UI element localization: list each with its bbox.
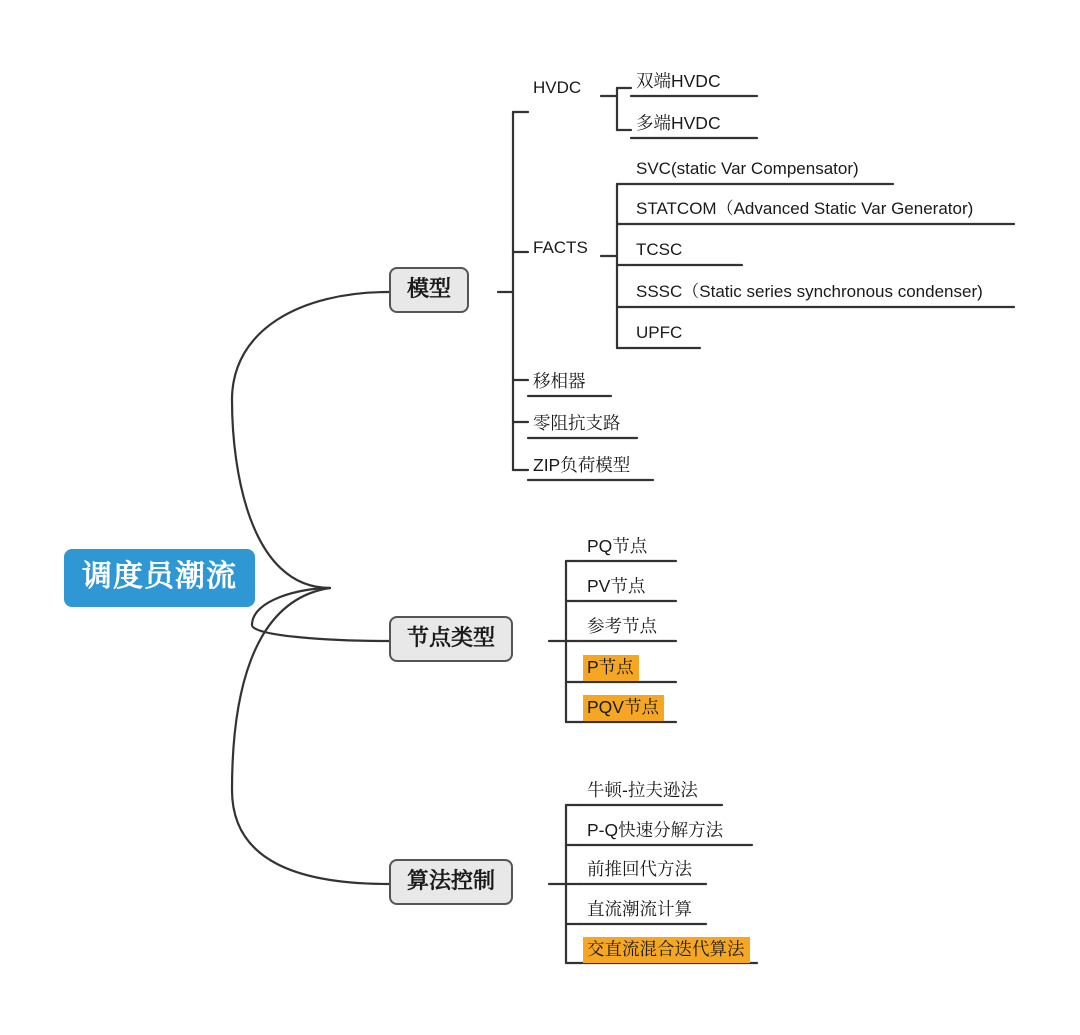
leaf-node-facts-5[interactable]: UPFC xyxy=(636,323,683,342)
group-node-facts[interactable]: FACTS xyxy=(533,238,588,257)
leaf-node-model-2[interactable]: 零阻抗支路 xyxy=(533,413,621,433)
leaf-node-bus-type-3[interactable]: 参考节点 xyxy=(587,616,657,636)
leaf-node-algorithm-1[interactable]: 牛顿-拉夫逊法 xyxy=(587,780,698,800)
leaf-node-facts-1[interactable]: SVC(static Var Compensator) xyxy=(636,159,859,178)
leaf-node-algorithm-3[interactable]: 前推回代方法 xyxy=(587,859,692,879)
leaf-node-facts-2[interactable]: STATCOM（Advanced Static Var Generator) xyxy=(636,199,974,218)
branch-node-algorithm[interactable]: 算法控制 xyxy=(389,859,513,905)
leaf-node-algorithm-5[interactable]: 交直流混合迭代算法 xyxy=(583,937,750,963)
leaf-node-bus-type-2[interactable]: PV节点 xyxy=(587,576,646,596)
leaf-node-facts-4[interactable]: SSSC（Static series synchronous condenser) xyxy=(636,282,983,301)
leaf-node-model-1[interactable]: 移相器 xyxy=(533,371,586,391)
leaf-node-bus-type-5[interactable]: PQV节点 xyxy=(583,695,664,721)
group-node-hvdc[interactable]: HVDC xyxy=(533,78,582,97)
branch-node-model[interactable]: 模型 xyxy=(389,267,469,313)
branch-node-bus-type[interactable]: 节点类型 xyxy=(389,616,513,662)
leaf-node-hvdc-2[interactable]: 多端HVDC xyxy=(636,113,721,133)
root-node[interactable]: 调度员潮流 xyxy=(64,549,255,607)
leaf-node-facts-3[interactable]: TCSC xyxy=(636,240,683,259)
leaf-node-bus-type-4[interactable]: P节点 xyxy=(583,655,639,681)
leaf-node-algorithm-2[interactable]: P-Q快速分解方法 xyxy=(587,820,724,840)
leaf-node-algorithm-4[interactable]: 直流潮流计算 xyxy=(587,899,692,919)
leaf-node-bus-type-1[interactable]: PQ节点 xyxy=(587,536,648,556)
leaf-node-hvdc-1[interactable]: 双端HVDC xyxy=(636,71,721,91)
leaf-node-model-3[interactable]: ZIP负荷模型 xyxy=(533,455,631,475)
